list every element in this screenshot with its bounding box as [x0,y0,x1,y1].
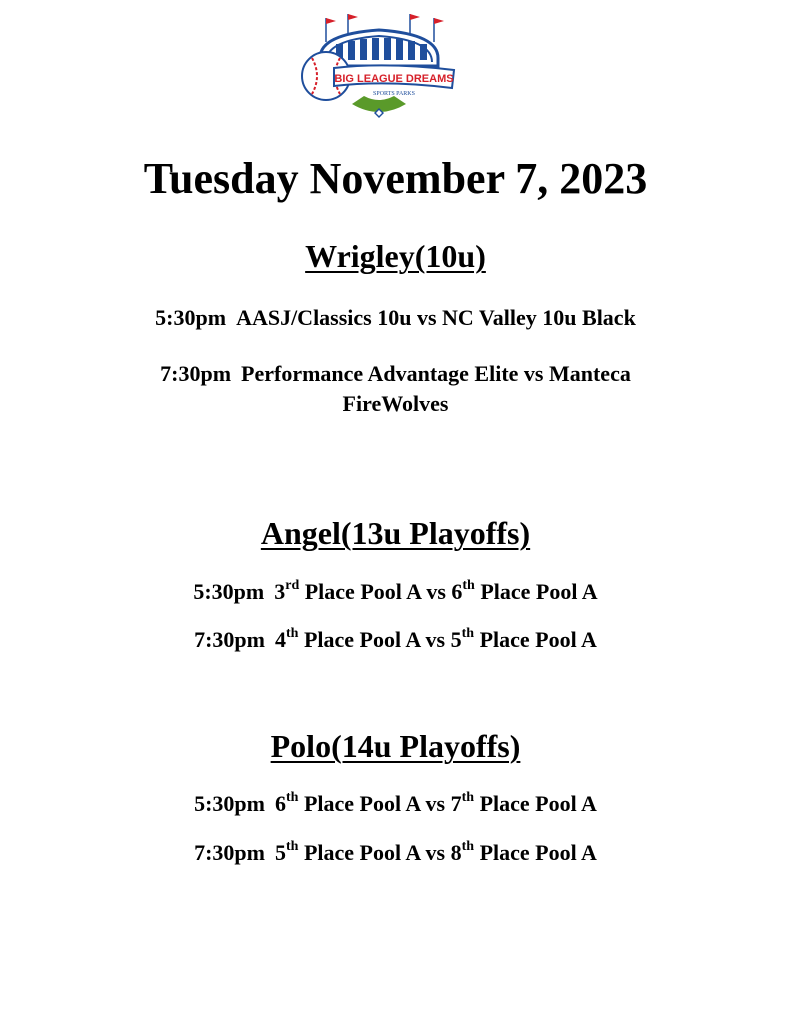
home-rank-suffix: th [286,789,299,805]
game-time: 7:30pm [194,627,265,652]
vs-label: vs [425,840,446,865]
away-rank: 7 [450,791,462,816]
logo-text: BIG LEAGUE DREAMS [334,73,454,85]
game-time: 7:30pm [194,840,265,865]
section-heading-wrigley: Wrigley(10u) [305,238,486,274]
home-team: Place Pool A [303,627,421,652]
game-time: 7:30pm [160,361,232,386]
home-rank: 6 [275,791,286,816]
vs-label: vs [425,627,446,652]
home-rank: 5 [275,840,286,865]
home-team: Place Pool A [303,840,421,865]
logo-banner [334,65,454,97]
away-rank-suffix: th [461,838,475,854]
home-rank-suffix: th [286,838,299,854]
home-team: Place Pool A [304,579,421,604]
away-team: Place Pool A [479,840,597,865]
field-icon [352,96,406,118]
away-team: Place Pool A [479,791,597,816]
game-matchup-continued: FireWolves [342,391,449,416]
section-heading-angel: Angel(13u Playoffs) [260,515,531,551]
away-rank: 8 [450,840,462,865]
home-rank-suffix: rd [285,577,300,593]
game-row [70,838,721,868]
away-rank-suffix: th [461,789,475,805]
game-row [70,303,721,333]
game-row [70,359,721,419]
home-rank-suffix: th [286,625,299,641]
game-row [70,577,721,607]
game-matchup: Performance Advantage Elite vs Manteca [241,361,631,386]
game-time: 5:30pm [193,579,265,604]
logo-subtitle: SPORTS PARKS [373,91,415,97]
away-rank-suffix: th [461,625,475,641]
home-team: Place Pool A [303,791,421,816]
home-rank: 4 [275,627,286,652]
away-rank-suffix: th [462,577,475,593]
home-rank: 3 [274,579,286,604]
game-time: 5:30pm [194,791,265,816]
away-team: Place Pool A [479,627,597,652]
section-heading-polo: Polo(14u Playoffs) [270,728,521,764]
game-time: 5:30pm [155,305,227,330]
page-title: Tuesday November 7, 2023 [143,154,648,203]
away-rank: 6 [451,579,463,604]
game-matchup: AASJ/Classics 10u vs NC Valley 10u Black [236,305,636,330]
away-rank: 5 [450,627,462,652]
vs-label: vs [425,791,446,816]
game-row [70,789,721,819]
big-league-dreams-logo [296,12,462,126]
game-row [70,625,721,655]
vs-label: vs [426,579,446,604]
away-team: Place Pool A [480,579,598,604]
